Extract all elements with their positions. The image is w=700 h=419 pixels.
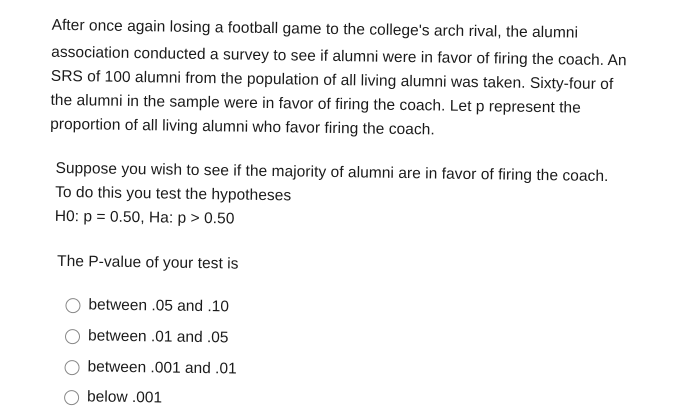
option-between-01-and-05[interactable] (65, 327, 229, 347)
radio-button[interactable] (64, 389, 79, 404)
paragraph2-line-1: Suppose you wish to see if the majority of alumni are in favor of firing the coach. (55, 159, 609, 186)
option-label: below .001 (86, 388, 163, 407)
paragraph2-line-2: To do this you test the hypotheses (55, 183, 292, 205)
option-below-001[interactable] (64, 388, 162, 407)
paragraph1-line-1: After once again losing a football game to the college's arch rival, the alumni (51, 16, 579, 42)
paragraph1-line-2: association conducted a survey to see if alumni were in favor of firing the coach. An (51, 43, 627, 70)
paragraph1-line-3: SRS of 100 alumni from the population of all living alumni was taken. Sixty-four of (50, 67, 614, 94)
option-between-05-and-10[interactable] (65, 296, 229, 316)
radio-button[interactable] (65, 329, 80, 344)
radio-button[interactable] (65, 298, 80, 313)
option-label: between .01 and .05 (87, 327, 229, 347)
option-label: between .001 and .01 (87, 358, 237, 378)
paragraph1-line-4: the alumni in the sample were in favor of firing the coach. Let p represent the (50, 91, 581, 117)
hypotheses-line: H0: p = 0.50, Ha: p > 0.50 (54, 207, 235, 228)
option-between-001-and-01[interactable] (64, 358, 236, 379)
radio-button[interactable] (64, 359, 79, 374)
paragraph1-line-5: proportion of all living alumni who favor firing the coach. (50, 115, 435, 139)
pvalue-prompt: The P-value of your test is (57, 252, 239, 273)
option-label: between .05 and .10 (88, 296, 230, 316)
